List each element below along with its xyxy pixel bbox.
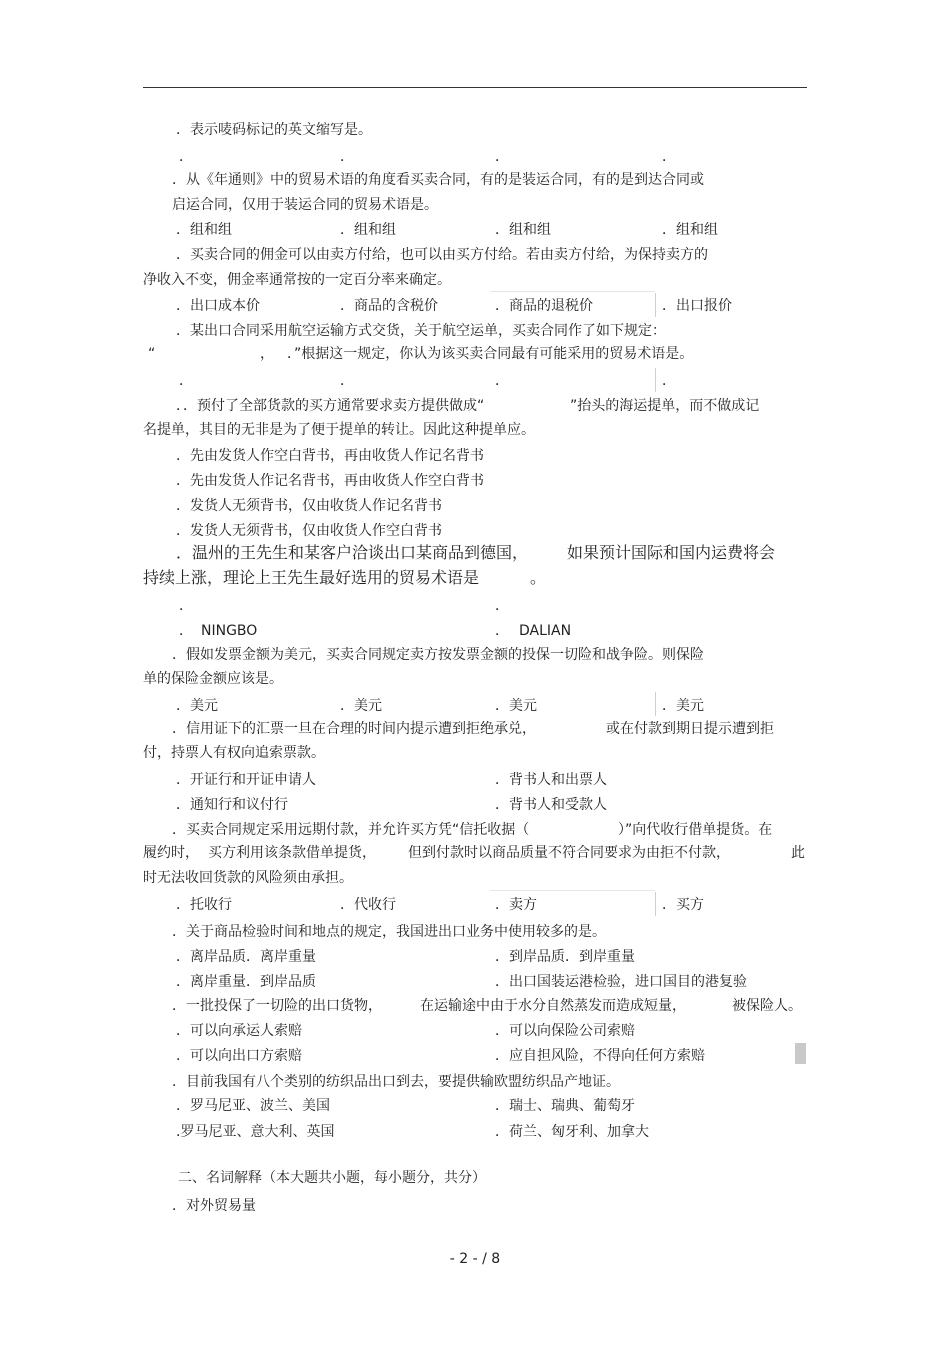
q3-stem-line2: 净收入不变，佣金率通常按的一定百分率来确定。 (143, 272, 451, 288)
q10-stem: ．关于商品检验时间和地点的规定，我国进出口业务中使用较多的是。 (172, 924, 606, 940)
q7-option-d: ．美元 (662, 698, 704, 714)
q9-stem-line2c: 但到付款时以商品质量不符合同要求为由拒不付款， (408, 845, 730, 861)
q12-option-d: ．荷兰、匈牙利、加拿大 (495, 1124, 649, 1140)
q1-stem: ．表示唛码标记的英文缩写是。 (176, 122, 372, 138)
q5-option-d: ．发货人无须背书，仅由收货人作空白背书 (176, 523, 442, 539)
header-rule (143, 87, 807, 88)
q4-quote-open: “ (148, 346, 156, 362)
q5-stem-line1a: ．．预付了全部货款的买方通常要求卖方提供做成“ (176, 398, 485, 414)
term-item: ．对外贸易量 (172, 1198, 256, 1214)
q6-option-c: NINGBO (201, 623, 258, 639)
q1-option-a: ． (179, 149, 193, 165)
q9-stem-line1b: ）”向代收行借单提货。在 (618, 822, 773, 838)
q3-stem-line1: ．买卖合同的佣金可以由卖方付给，也可以由买方付给。若由卖方付给，为保持卖方的 (176, 247, 708, 263)
q9-stem-line2b: 买方利用该条款借单提货， (208, 845, 376, 861)
q5-option-b: ．先由发货人作记名背书，再由收货人作空白背书 (176, 473, 484, 489)
q2-option-b: ．组和组 (340, 222, 396, 238)
q2-option-d: ．组和组 (662, 222, 718, 238)
q3-option-b: ．商品的含税价 (340, 298, 438, 314)
q2-option-a: ．组和组 (176, 222, 232, 238)
q5-option-c: ．发货人无须背书，仅由收货人作记名背书 (176, 498, 442, 514)
q6-stem-line1a: ．温州的王先生和某客户洽谈出口某商品到德国， (176, 543, 529, 562)
q8-stem-line1b: 或在付款到期日提示遭到拒 (606, 721, 774, 737)
q1-option-d: ． (662, 149, 676, 165)
q4-option-d: ． (662, 373, 676, 389)
q10-option-b: ．到岸品质．到岸重量 (495, 949, 635, 965)
q12-option-a: ．罗马尼亚、波兰、美国 (176, 1098, 330, 1114)
q1-option-b: ． (340, 149, 354, 165)
q6-option-d: DALIAN (519, 623, 572, 639)
q9-stem-line3: 时无法收回货款的风险须由承担。 (143, 870, 353, 886)
scroll-marker (795, 1043, 806, 1064)
q9-option-c: ．卖方 (495, 897, 537, 913)
page-number: - 2 - / 8 (449, 1251, 501, 1267)
q7-stem-line1: ．假如发票金额为美元，买卖合同规定卖方按发票金额的投保一切险和战争险。则保险 (172, 647, 704, 663)
q4-option-b: ． (340, 373, 354, 389)
q6-stem-line1b: 如果预计国际和国内运费将会 (567, 543, 776, 562)
table-divider (655, 293, 656, 317)
q12-stem: ．目前我国有八个类别的纺织品出口到去，要提供输欧盟纺织品产地证。 (172, 1074, 620, 1090)
q6-option-c-dot: ． (179, 623, 193, 639)
q8-stem-line1a: ．信用证下的汇票一旦在合理的时间内提示遭到拒绝承兑， (172, 721, 536, 737)
q4-option-a: ． (179, 373, 193, 389)
q9-stem-line2d: 此 (791, 845, 805, 861)
q4-option-c: ． (495, 373, 509, 389)
q8-option-c: ．通知行和议付行 (176, 797, 288, 813)
q9-option-a: ．托收行 (176, 897, 232, 913)
q10-option-d: ．出口国装运港检验，进口国目的港复验 (495, 974, 747, 990)
q5-stem-line2: 名提单，其目的无非是为了便于提单的转让。因此这种提单应。 (143, 422, 535, 438)
table-divider (655, 368, 656, 392)
q8-option-b: ．背书人和出票人 (495, 772, 607, 788)
q9-option-d: ．买方 (662, 897, 704, 913)
q8-option-d: ．背书人和受款人 (495, 797, 607, 813)
q2-stem-line1: ．从《年通则》中的贸易术语的角度看买卖合同，有的是装运合同，有的是到达合同或 (172, 172, 704, 188)
table-line (490, 890, 655, 891)
q5-option-a: ．先由发货人作空白背书，再由收货人作记名背书 (176, 448, 484, 464)
q2-stem-line2: 启运合同，仅用于装运合同的贸易术语是。 (172, 197, 438, 213)
q7-option-a: ．美元 (176, 698, 218, 714)
q12-option-c: .罗马尼亚、意大利、英国 (176, 1124, 335, 1140)
q6-option-d-dot: ． (495, 623, 509, 639)
q11-option-c: ．可以向出口方索赔 (176, 1048, 302, 1064)
q11-stem-c: 被保险人。 (732, 998, 802, 1014)
table-divider (655, 892, 656, 916)
table-divider (655, 692, 656, 716)
q10-option-c: ．离岸重量．到岸品质 (176, 974, 316, 990)
q7-option-b: ．美元 (340, 698, 382, 714)
q11-option-b: ．可以向保险公司索赔 (495, 1023, 635, 1039)
q11-stem-b: 在运输途中由于水分自然蒸发而造成短量， (420, 998, 686, 1014)
section-heading: 二、名词解释（本大题共小题，每小题分，共分） (178, 1170, 486, 1186)
q2-option-c: ．组和组 (495, 222, 551, 238)
table-line (490, 291, 655, 292)
q5-stem-line1b: ”抬头的海运提单，而不做成记 (570, 398, 760, 414)
q9-stem-line2a: 履约时， (143, 845, 199, 861)
q3-option-d: ．出口报价 (662, 298, 732, 314)
q4-stem-line1: ．某出口合同采用航空运输方式交货，关于航空运单，买卖合同作了如下规定： (176, 323, 666, 339)
q3-option-a: ．出口成本价 (176, 298, 260, 314)
q7-option-c: ．美元 (495, 698, 537, 714)
q9-option-b: ．代收行 (340, 897, 396, 913)
q6-stem-line2b: 。 (530, 568, 547, 587)
q1-option-c: ． (495, 149, 509, 165)
q11-option-a: ．可以向承运人索赔 (176, 1023, 302, 1039)
q11-stem-a: ．一批投保了一切险的出口货物， (172, 998, 382, 1014)
q10-option-a: ．离岸品质．离岸重量 (176, 949, 316, 965)
q6-option-b: ． (495, 598, 509, 614)
q3-option-c: ．商品的退税价 (495, 298, 593, 314)
q4-comma: ， (260, 346, 274, 362)
q12-option-b: ．瑞士、瑞典、葡萄牙 (495, 1098, 635, 1114)
q8-stem-line2: 付，持票人有权向追索票款。 (143, 745, 325, 761)
q9-stem-line1a: ．买卖合同规定采用远期付款，并允许买方凭“信托收据（ (172, 822, 530, 838)
q4-stem-line2: ．”根据这一规定，你认为该买卖合同最有可能采用的贸易术语是。 (287, 346, 694, 362)
q6-stem-line2a: 持续上涨，理论上王先生最好选用的贸易术语是 (143, 568, 480, 587)
q11-option-d: ．应自担风险，不得向任何方索赔 (495, 1048, 705, 1064)
q6-option-a: ． (179, 598, 193, 614)
q7-stem-line2: 单的保险金额应该是。 (143, 671, 283, 687)
q8-option-a: ．开证行和开证申请人 (176, 772, 316, 788)
